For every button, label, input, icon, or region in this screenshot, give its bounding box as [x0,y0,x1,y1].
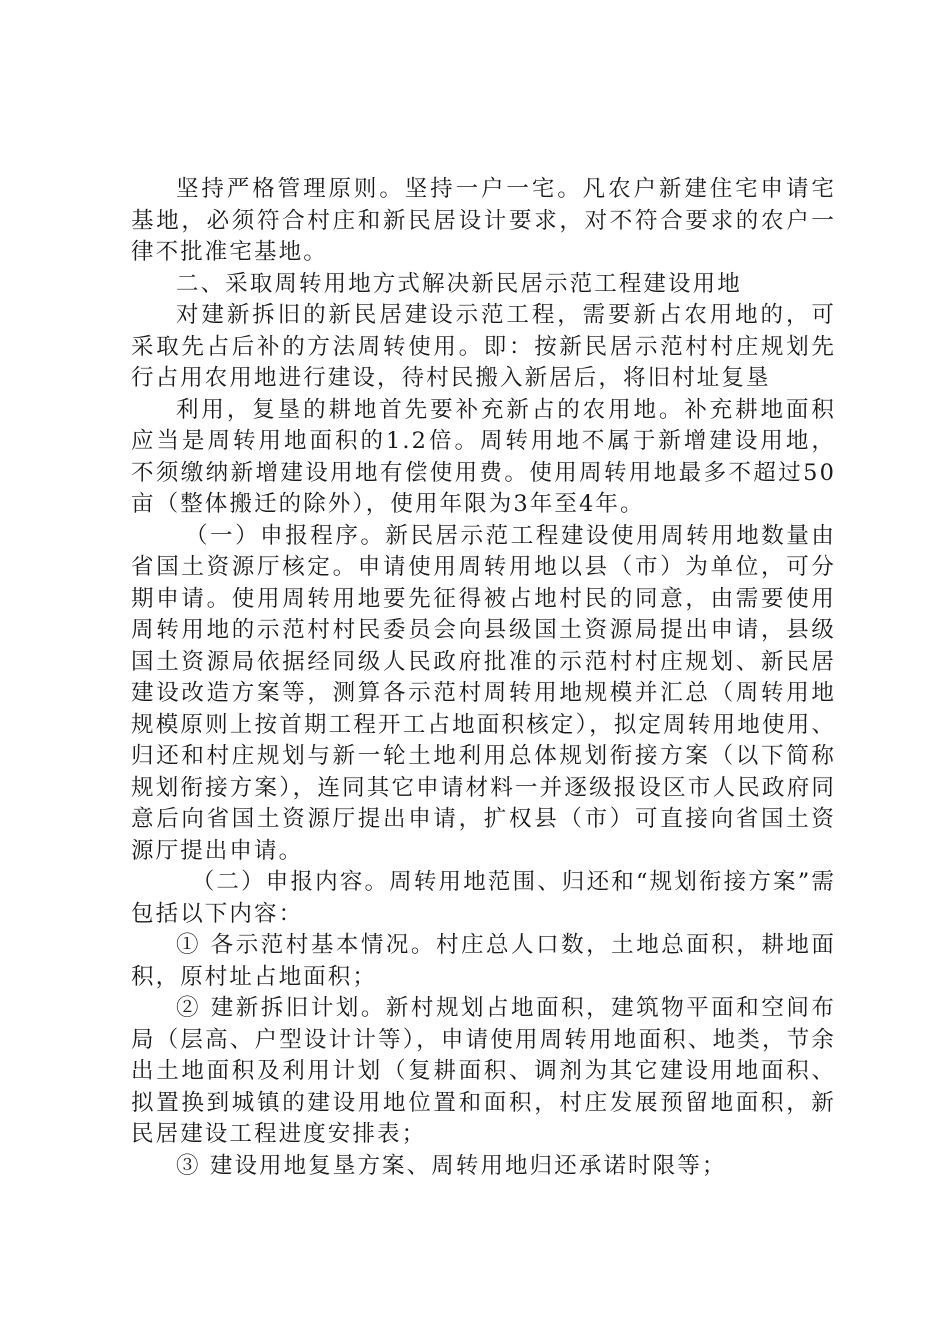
paragraph-application-content: （二）申报内容。周转用地范围、归还和“规划衔接方案”需包括以下内容： [131,869,836,927]
list-item-2: ② 建新拆旧计划。新村规划占地面积，建筑物平面和空间布局（层高、户型设计计等），申请使用周转用地面积、地类，节余出土地面积及利用计划（复耕面积、调剂为其它建设用地面积、拟置换到城镇的建设用地位置和面积，村庄发展预留地面积，新民居建设工程进度安排表； [131,995,836,1147]
paragraph-turnover-land: 对建新拆旧的新民居建设示范工程，需要新占农用地的，可采取先占后补的方法周转使用。即：按新民居示范村村庄规划先行占用农用地进行建设，待村民搬入新居后，将旧村址复垦 [131,302,836,391]
list-item-3: ③ 建设用地复垦方案、周转用地归还承诺时限等； [176,1152,727,1179]
paragraph-application-procedure: （一）申报程序。新民居示范工程建设使用周转用地数量由省国土资源厅核定。申请使用周转用地以县（市）为单位，可分期申请。使用周转用地要先征得被占地村民的同意，由需要使用周转用地的示范村村民委员会向县级国土资源局提出申请，县级国土资源局依据经同级人民政府批准的示范村村庄规划、新民居建设改造方案等，测算各示范村周转用地规模并汇总（周转用地规模原则上按首期工程开工占地面积核定），拟定周转用地使用、归还和村庄规划与新一轮土地利用总体规划衔接方案（以下简称规划衔接方案），连同其它申请材料一并逐级报设区市人民政府同意后向省国土资源厅提出申请，扩权县（市）可直接向省国土资源厅提出申请。 [131,522,836,864]
list-item-1: ① 各示范村基本情况。村庄总人口数，土地总面积，耕地面积，原村址占地面积； [131,932,836,990]
paragraph-management-principle: 坚持严格管理原则。坚持一户一宅。凡农户新建住宅申请宅基地，必须符合村庄和新民居设计要求，对不符合要求的农户一律不批准宅基地。 [131,176,836,265]
section-heading-2: 二、采取周转用地方式解决新民居示范工程建设用地 [176,270,742,297]
paragraph-reclamation: 利用，复垦的耕地首先要补充新占的农用地。补充耕地面积应当是周转用地面积的1.2倍。周转用地不属于新增建设用地，不须缴纳新增建设用地有偿使用费。使用周转用地最多不超过50亩（整体搬迁的除外），使用年限为3年至4年。 [131,396,836,517]
document-body [131,174,836,1182]
